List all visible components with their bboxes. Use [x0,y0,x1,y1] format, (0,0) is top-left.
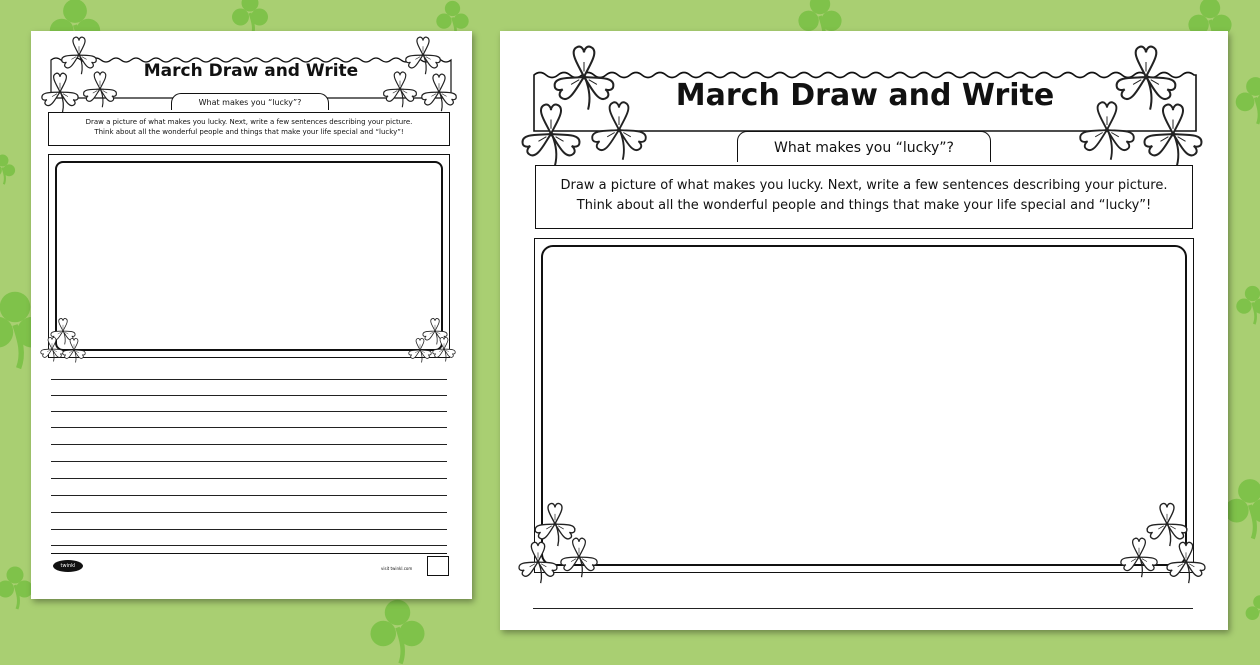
writing-line[interactable] [51,495,447,496]
twinkl-logo: twinkl [53,560,83,572]
shamrock-icon [381,69,419,109]
shamrock-icon [1118,535,1160,579]
instructions-box [48,112,450,146]
writing-line[interactable] [51,395,447,396]
instruction-line-2: Think about all the wonderful people and things that make your life special and “lucky”! [94,128,404,136]
instructions-box [535,165,1193,229]
worksheet-page-zoomed [500,31,1228,630]
background-shamrock-icon [0,150,20,185]
shamrock-icon [1140,99,1206,169]
writing-line[interactable] [51,529,447,530]
worksheet-title: March Draw and Write [675,78,1055,113]
background-shamrock-icon [1240,590,1260,630]
shamrock-icon [558,535,600,579]
worksheet-title: March Draw and Write [143,61,359,81]
background-shamrock-icon [360,590,435,665]
shamrock-icon [1164,539,1208,585]
prompt-tab: What makes you “lucky”? [171,93,329,110]
writing-line[interactable] [51,545,447,546]
shamrock-icon [407,337,433,363]
shamrock-icon [1076,97,1138,163]
shamrock-icon [39,71,81,113]
drawing-area[interactable] [541,245,1187,566]
instruction-line-1: Draw a picture of what makes you lucky. Next, write a few sentences describing your picture. [560,178,1168,193]
shamrock-icon [419,71,459,113]
shamrock-icon [518,99,584,169]
writing-line[interactable] [51,461,447,462]
shamrock-icon [61,337,87,363]
background-shamrock-icon [1228,70,1260,125]
background-shamrock-icon [1230,280,1260,325]
writing-line[interactable] [51,512,447,513]
shamrock-icon [431,335,457,363]
worksheet-page-full [31,31,472,599]
writing-line[interactable] [51,379,447,380]
shamrock-icon [81,69,119,109]
instruction-line-1: Draw a picture of what makes you lucky. Next, write a few sentences describing your picture. [85,118,413,126]
instruction-line-2: Think about all the wonderful people and things that make your life special and “lucky”! [576,198,1152,213]
drawing-area[interactable] [55,161,443,351]
footer-rule [51,553,447,554]
shamrock-icon [516,539,560,585]
quality-badge-icon [427,556,449,576]
writing-line[interactable] [51,444,447,445]
prompt-tab: What makes you “lucky”? [737,131,991,162]
shamrock-icon [588,97,650,163]
writing-line[interactable] [51,427,447,428]
writing-line[interactable] [533,608,1193,609]
footer-url: visit twinkl.com [381,566,413,571]
writing-line[interactable] [51,478,447,479]
writing-line[interactable] [51,411,447,412]
